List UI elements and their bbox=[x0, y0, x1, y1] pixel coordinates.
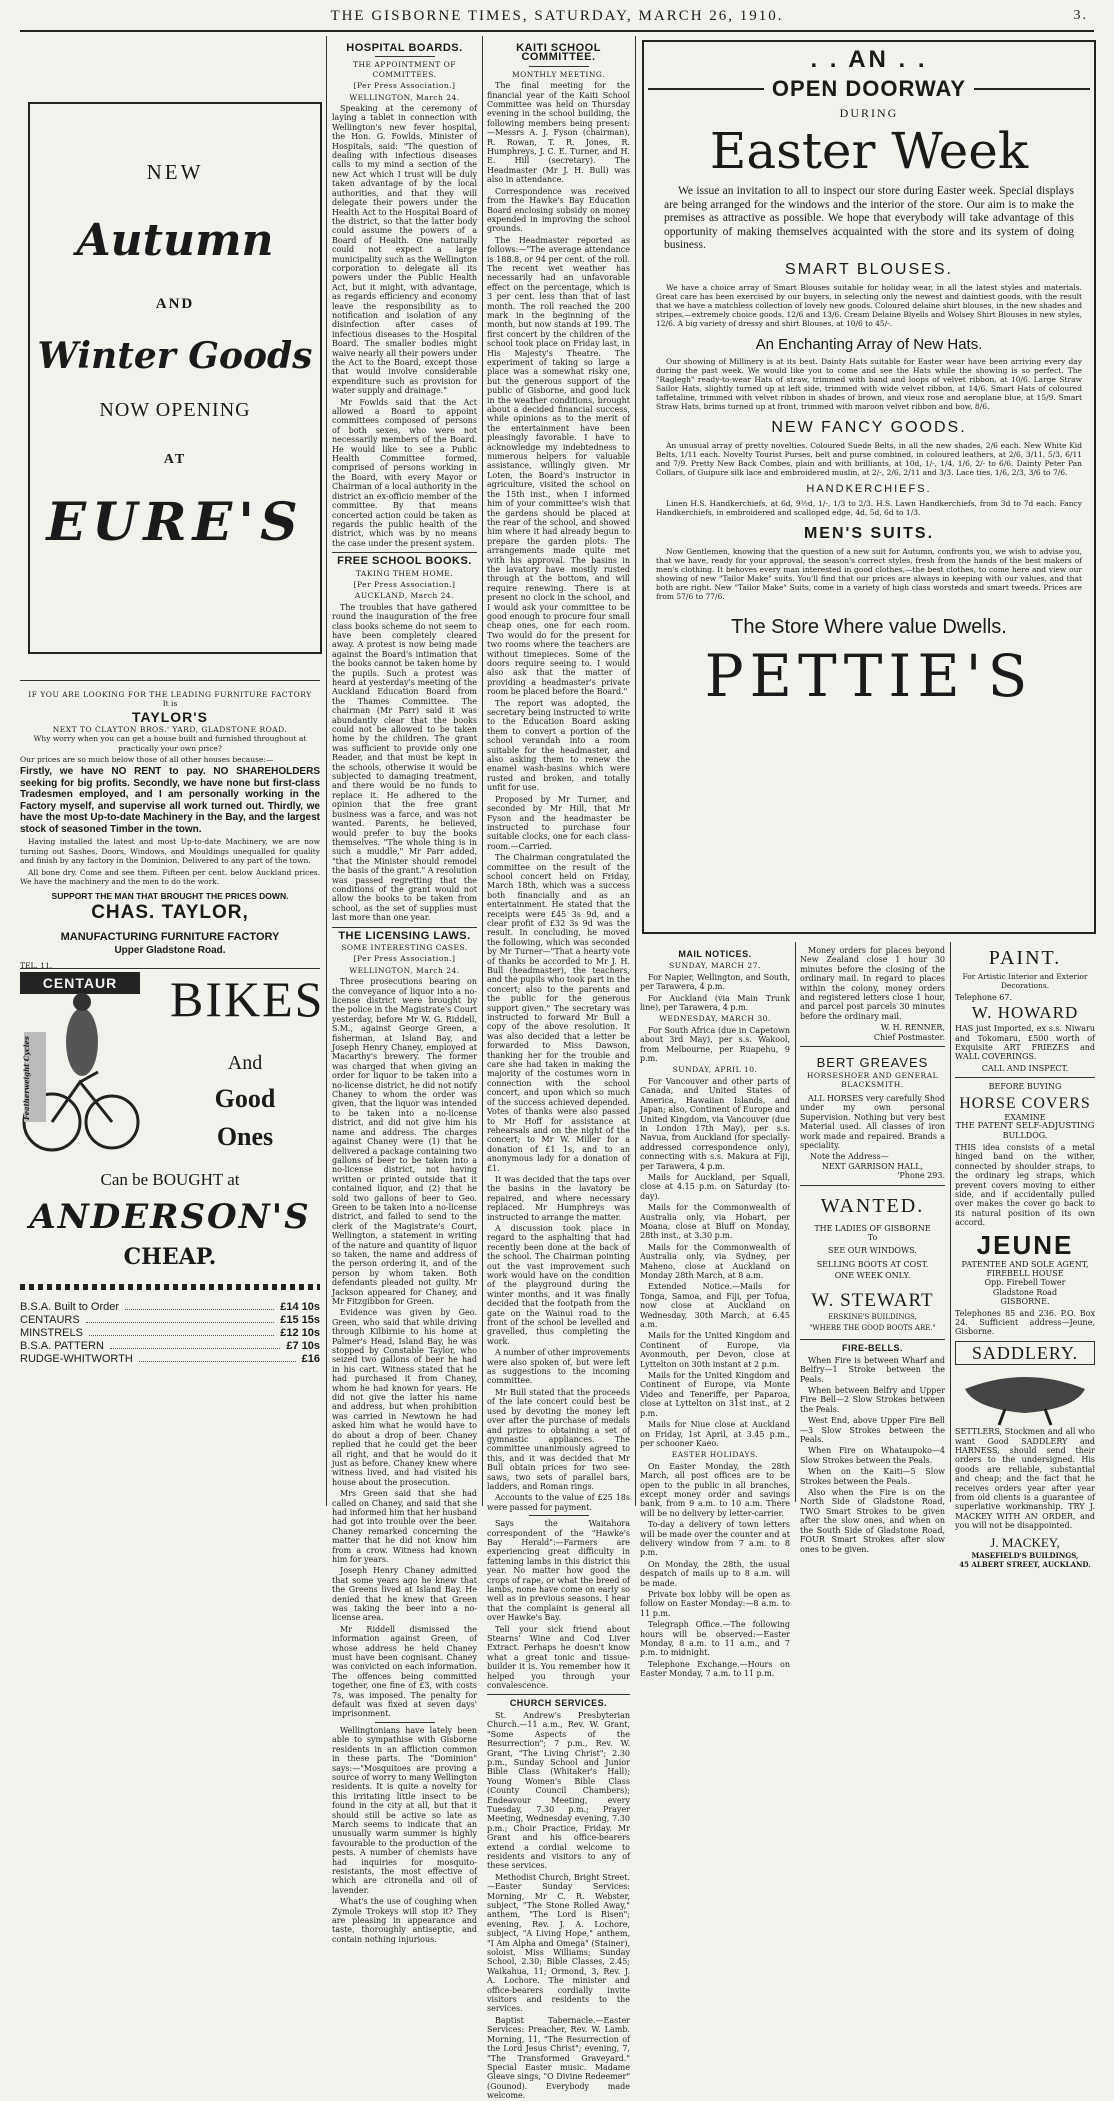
church-p3: Baptist Tabernacle.—Easter Services: Preacher, Rev. W. Lamb. Morning, 11, "The Resurrection of the Lord Jesus Christ"; evening, 7, "The Transformed Graveyard." Special Easter music. Madame Gleave sings, "O Divine Redeemer" (Gounod). Everybody made welcome. bbox=[487, 2015, 630, 2101]
jeune-patentee: PATENTEE AND SOLE AGENT, bbox=[961, 1259, 1089, 1269]
divider bbox=[800, 1046, 945, 1047]
centaur-illustration bbox=[20, 972, 140, 1162]
hospital-p1: Speaking at the ceremony of laying a tablet in connection with Wellington's new fever hospital, the Hon. G. Fowlds, Minister of Hospitals, said: "The question of dealing with infectious diseases calls to my mind a section of the new Act which I trust will be duly taken advantage of by the local authorities, and that they will delegate their powers under the Health Act to the Hospital Board of the district, so that the latter body could assume the powers of a Board of Health. One naturally could not expect a large municipality such as the Wellington corporation to delegate all its powers under the Public Health Act, but it might, with advantage, as regards efficiency and economy leave the responsibility as to notification and isolation of any disinfection after cases of infectious diseases to the Hospital Board. The smaller bodies might waive nearly all their powers under the Act to the Board, except those that would involve considerable expenditure such as provision for water supply and drainage." bbox=[332, 104, 477, 396]
divider bbox=[20, 968, 320, 969]
mackey-buildings: MASEFIELD'S BUILDINGS, bbox=[971, 1550, 1079, 1560]
suits-heading: MEN'S SUITS. bbox=[803, 524, 935, 542]
hospital-p2: Mr Fowlds said that the Act allowed a Board to appoint committees composed of persons of both sexes, who were not necessarily members of the Board. He would like to see a Public Health Committee formed, comprised of persons working in the Board, with every Mayor or Chairman of a local authority in the district an ex-officio member of the committee. By that means concerted action could be taken as regards the public health of the district, which was by no means the case under the present system. bbox=[332, 397, 477, 548]
price-row-price: £14 10s bbox=[280, 1301, 320, 1313]
taylor-name: TAYLOR'S bbox=[132, 708, 208, 725]
dash bbox=[375, 1722, 435, 1723]
dash bbox=[375, 56, 435, 57]
greaves-note: Note the Address— bbox=[810, 1152, 889, 1162]
schoolbooks-p1: The troubles that have gathered round the inauguration of the free class books scheme do not seem to have been completely cleared away. A protest is now being made against the Board's intimation that the books cannot be taken home by the pupils. Such a protest was heard at yesterday's meeting of the Auckland Education Board from the Thames Committee. The chairman (Mr Parr) said it was abundantly clear that the books could not be allowed to be taken home by the children. The grant was sufficient to provide only one Reader, and that must be kept in the schools, otherwise it would be subjected to damaging treatment, and there would be no funds to replace it. He adhered to the opinion that the free grant business was a farce, and was not wanted. Parents, he believed, would prefer to buy the books themselves. "The whole thing is in such a muddle," Mr Parr added, "that the Minister should remodel the basis of the grant." A resolution was passed regretting that the conditions of the grant would not allow the books to be taken from school, as the set of supplies must last more than one year. bbox=[332, 602, 477, 923]
price-row-leader bbox=[89, 1327, 274, 1336]
eures-at: AT bbox=[163, 452, 187, 467]
divider bbox=[800, 1339, 945, 1340]
hospital-sub: THE APPOINTMENT OF COMMITTEES. bbox=[352, 60, 457, 79]
hospital-title: HOSPITAL BOARDS. bbox=[346, 42, 463, 54]
firebells-p1: When Fire is between Wharf and Belfry—1 Stroke between the Peals. bbox=[800, 1355, 945, 1384]
price-row-name: B.S.A. PATTERN bbox=[20, 1340, 104, 1352]
rule-left bbox=[648, 88, 764, 90]
suits-text: Now Gentlemen, knowing that the question of a new suit for Autumn, confronts you, we wish to advise you, that we have, ready for your approval, the season's correct styles, fresh from the hands of the best makers of men's clothing. It behoves every man interested in good clothes,—the best clothes, to come here and view our showing of new "Tailor Make" suits. You'll find that our prices are always in keeping with our values, and that both are right. New "Tailor Make" Suits, come in a variety of high class worsteds and smart tweeds. Prices are from 57/6 to 77/6. bbox=[656, 546, 1082, 601]
taylor-body: Firstly, we have NO RENT to pay. NO SHAREHOLDERS seeking for big profits. Secondly, we have none but first-class Tradesmen employed, and I am personally working in the Factory myself, and supervise all work turned out. Thirdly, we have the most Up-to-date Machinery in the Bay, and the largest stock of seasoned Timber in the town. bbox=[20, 766, 320, 835]
rule-right bbox=[974, 88, 1090, 90]
mail-h1: On Easter Monday, the 28th March, all post offices are to be open to the public in all branches, except money order and savings bank, from 9 a.m. to 10 a.m. There will be no delivery by letter-carrier. bbox=[640, 1461, 790, 1518]
taylors-ad bbox=[20, 690, 320, 970]
divider bbox=[487, 1694, 630, 1695]
mail-h2: To-day a delivery of town letters will be made over the counter and at delivery window from 7 a.m. to 8 p.m. bbox=[640, 1520, 790, 1558]
licensing-p6: Wellingtonians have lately been able to sympathise with Gisborne residents in an affliction common in these parts. The "Dominion" says:—"Mosquitoes are proving a source of worry to many Wellington residents. It is quite a novelty for this irritating little insect to be found in the city at all, but that it should still be active so late as March seems to indicate that an unusually warm summer is highly favourable to the production of the pests. A number of chemists have had inquiries for mosquito-resistants, the most effective of which are citronella and oil of lavender. bbox=[332, 1725, 477, 1895]
church-title: CHURCH SERVICES. bbox=[509, 1698, 608, 1709]
price-row-leader bbox=[110, 1340, 280, 1349]
mail-m10: Mails for the United Kingdom and Continent of Europe, via Monte Video and Teneriffe, per Paparoa, close at Lyttelton on 31st inst., at 2 p.m. bbox=[640, 1371, 790, 1418]
taylor-it-is: It is bbox=[162, 699, 178, 709]
mail-date-1: SUNDAY, MARCH 27. bbox=[669, 961, 761, 971]
kaiti-p10: Mr Bull stated that the proceeds of the late concert could best be used by devoting the money left over after the purchase of medals and prizes to obtaining a set of gymnastic appliances. The committee unanimously agreed to this, and it was decided that Mr Bull obtain prices for two see-saws, two sets of parallel bars, ladders, and Roman rings. bbox=[487, 1387, 630, 1491]
jeune-before: BEFORE BUYING bbox=[988, 1082, 1062, 1092]
column-rule bbox=[635, 36, 636, 1506]
licensing-p7: What's the use of coughing when Zymole Trokeys will stop it? They are pleasing in appearance and taste, thoroughly antiseptic, and contain nothing injurious. bbox=[332, 1897, 477, 1944]
saddlery-body: SETTLERS, Stockmen and all who want Good SADDLERY and HARNESS, should send their orders to the undersigned. His goods are reliable, substantial and cheap; and the fact that he receives orders year after year from old clients is a guarantee of superlative workmanship. TRY J. MACKEY WITH AN ORDER, and you will not be disappointed. bbox=[955, 1427, 1095, 1531]
jeune-firebell: FIREBELL HOUSE bbox=[986, 1268, 1064, 1278]
column-6 bbox=[955, 946, 1095, 1570]
firebells-title: FIRE-BELLS. bbox=[842, 1343, 903, 1354]
mail-h4: Private box lobby will be open as follow on Easter Monday:—8 a.m. to 11 p.m. bbox=[640, 1590, 790, 1618]
column-rule bbox=[326, 36, 327, 1506]
bikes-and: And bbox=[227, 1052, 263, 1074]
divider bbox=[800, 1185, 945, 1186]
saddlery-title: SADDLERY. bbox=[955, 1341, 1095, 1365]
howard-tel: Telephone 67. bbox=[955, 992, 1012, 1002]
page-number: 3. bbox=[1073, 8, 1088, 23]
petties-easter-week: Easter Week bbox=[709, 122, 1029, 180]
mail-h5: Telegraph Office.—The following hours will be observed:—Easter Monday, 8 a.m. to 11 a.m., and 7 p.m. to midnight. bbox=[640, 1620, 790, 1658]
price-row bbox=[20, 1314, 320, 1326]
mail-date-3: SUNDAY, APRIL 10. bbox=[672, 1065, 758, 1075]
fancy-text: An unusual array of pretty novelties. Coloured Suede Belts, in all the new shades, 2/6 each. New White Kid Belts, 1/11 each. Novelty Tourist Purses, belt and purse combined, in coloured leathers, at 2/6, 3/11, 5/3, 6/11 and 7/9. Pretty New Back Combes, plain and with brilliants, at 10d, 1/-, 1/4, 1/6, 2/- to 6/6. Dainty Peter Pan Collars, of Guipure silk lace and embroidered muslin, at 2/-, 2/6, 2/11 and 3/3. Lace ties, 1/6, 2/3, 3/6 to 7/6. bbox=[656, 440, 1082, 477]
licensing-p4: Joseph Henry Chaney admitted that some years ago he knew that the Greens lived at Island Bay. He denied that he knew that Green was taking the beer into a no-license area. bbox=[332, 1566, 477, 1623]
masthead bbox=[20, 8, 1094, 32]
greaves-address: NEXT GARRISON HALL, bbox=[821, 1161, 924, 1171]
jeune-covers: HORSE COVERS bbox=[959, 1094, 1091, 1112]
hk-text: Linen H.S. Handkerchiefs, at 6d, 9½d, 1/-, 1/3 to 2/3. H.S. Lawn Handkerchiefs, from 3d to 7d each. Fancy Handkerchiefs, in embroidered and scalloped edge, 4d, 5d, 6d to 1/3. bbox=[656, 498, 1082, 517]
price-row-price: £7 10s bbox=[286, 1340, 320, 1352]
taylor-intro: IF YOU ARE LOOKING FOR THE LEADING FURNITURE FACTORY bbox=[28, 690, 312, 699]
price-row-price: £12 10s bbox=[280, 1327, 320, 1339]
bikes-title: BIKES bbox=[170, 971, 325, 1027]
licensing-p2: Evidence was given by Geo. Green, who said that while driving through Kilbirnie to his home at Palmer's Head, Island Bay, he was stopped by Constable Taylor, who seized two gallons of beer he had in his cart. Witness stated that he had purchased it from Chaney, whom he had known for years. He did not give the latter his name and address, but when prohibition was carried in Newtown he had asked him what he would have to do about a drop of beer. Chaney replied that he could get the beer all right, and that he would do it just as before. Chaney knew where witness lived, and had visited his house about the prosecution. bbox=[332, 1308, 477, 1487]
kaiti-p11: Accounts to the value of £25 18s were passed for payment. bbox=[487, 1493, 630, 1512]
bikes-good: Good bbox=[214, 1084, 276, 1113]
petties-during: DURING bbox=[839, 106, 899, 120]
petties-name: PETTIE'S bbox=[704, 641, 1034, 710]
price-row bbox=[20, 1327, 320, 1339]
licensing-sub: SOME INTERESTING CASES. bbox=[341, 942, 468, 952]
mail-m5: Mails for Auckland, per Squall, close at 4.15 p.m. on Saturday (to-day). bbox=[640, 1172, 790, 1201]
stewart-name: W. STEWART bbox=[811, 1289, 934, 1311]
dash bbox=[529, 1515, 589, 1516]
taylor-tel: TEL. 11. bbox=[20, 960, 53, 970]
bikes-bought: Can be BOUGHT at bbox=[100, 1170, 240, 1189]
anderson-name: ANDERSON'S bbox=[29, 1197, 311, 1237]
paint-title: PAINT. bbox=[988, 947, 1062, 969]
petties-an: . . AN . . bbox=[810, 46, 928, 73]
hk-heading: HANDKERCHIEFS. bbox=[806, 482, 932, 495]
schoolbooks-sub: TAKING THEM HOME. bbox=[355, 568, 454, 578]
dash bbox=[529, 66, 589, 67]
mail-date-2: WEDNESDAY, MARCH 30. bbox=[659, 1014, 771, 1024]
doorway-row bbox=[648, 76, 1090, 102]
taylor-below: Our prices are so much below those of all other houses because:— bbox=[20, 755, 274, 765]
schoolbooks-place: AUCKLAND, March 24. bbox=[354, 591, 455, 601]
stewart-buildings: ERSKINE'S BUILDINGS, bbox=[828, 1312, 917, 1321]
column-2 bbox=[332, 40, 477, 1944]
mail-m8: Extended Notice.—Mails for Tonga, Samoa, and Fiji, per Tofua, now close at Auckland on Wednesday, 30th March, at 6.45 a.m. bbox=[640, 1282, 790, 1330]
eures-autumn: Autumn bbox=[76, 215, 274, 266]
mackey-address: 45 ALBERT STREET, AUCKLAND. bbox=[959, 1560, 1091, 1570]
taylor-road: Upper Gladstone Road. bbox=[114, 944, 226, 956]
mail-holidays: EASTER HOLIDAYS. bbox=[671, 1450, 759, 1460]
column-5 bbox=[800, 946, 945, 1554]
kaiti-p3: The Headmaster reported as follows:—"The average attendance is 188.8, or 94 per cent. of the roll. The recent wet weather has necessarily had an unfavorable effect on the percentage, which is 3 per cent. less than that of last month. The roll reached the 200 mark in the beginning of the month, but now stands at 199. The first concert by the children of the school took place on Friday last, in His Majesty's Theatre. The experiment of taking so large a place was a somewhat risky one, but the generous support of the public of Gisborne, and good luck in the weather conditions, brought about a decided financial success, while opinions as to the merit of the entertainment have been pleasingly favorable. I have to acknowledge my indebtedness to numerous helpers for valuable assistance, willingly given. Mr Loten, the Board's instructor in agriculture, visited the school on the 15th inst., when I informed him of your committee's wish that the gardens should be placed at the rear of the school, and showed him where it had already begun to prepare the garden plots. The arrangements made quite met with his approval. The basins in the lavatory have mostly rusted through at the bottom, and will require renewing. There is at present no clock in the school, and I would ask your committee to be good enough to procure four small cheap ones, one for each room. Two would do for the present for two rooms where the teachers are without timepieces. Some of the doors require seeing to. I would also ask that the matter of providing a headmaster's private room be placed before the Board." bbox=[487, 235, 630, 697]
kaiti-p1: The final meeting for the financial year of the Kaiti School Committee was held on Thursday evening in the school building, the following members being present:—Messrs A. J. Fyson (chairman), R. Rowan, T. R. Jones, R. Humphreys, J. C. E. Turner, and H. E. Hill (secretary). The Headmaster (Mr J. H. Bull) was also in attendance. bbox=[487, 81, 630, 185]
kaiti-p12: Says the Waitahora correspondent of the "Hawke's Bay Herald":—Farmers are experiencing great difficulty in fattening lambs in this district this year. No matter how good the crops of rape, or what the breed of lambs, none have come on early so well as in previous seasons. I hear that the complaint is general all over Hawke's Bay. bbox=[487, 1519, 630, 1623]
greaves-body: ALL HORSES very carefully Shod under my own personal Supervision. Nothing but very best Material used. All classes of iron work made and repaired. Brands a speciality. bbox=[800, 1093, 945, 1150]
mail-m3: For South Africa (due in Capetown about 3rd May), per s.s. Wakool, from Melbourne, per Ruapehu, 9 p.m. bbox=[640, 1025, 790, 1064]
licensing-assoc: [Per Press Association.] bbox=[353, 954, 456, 964]
wanted-title: WANTED. bbox=[820, 1194, 925, 1217]
church-p2: Methodist Church, Bright Street.—Easter Sunday Services: Morning, Mr C. R. Webster, subject, "The Stone Rolled Away," anthem, "The Lord is Risen"; evening, Rev. J. A. Lochore, subject, "A Living Hope," anthem, "I Am Alpha and Omega" (Stainer), soloist, Miss Williams; Sunday School, 2.30; Bible Classes, 2.45; Waikahua, 11; Ormond, 3, Rev. J. A. Lochore. The minister and office-bearers cordially invite visitors and residents to the services. bbox=[487, 1872, 630, 2014]
taylor-location: NEXT TO CLAYTON BROS.' YARD, GLADSTONE ROAD. bbox=[52, 724, 288, 734]
price-row-name: B.S.A. Built to Order bbox=[20, 1301, 120, 1313]
divider bbox=[20, 680, 320, 681]
kaiti-p5: Proposed by Mr Turner, and seconded by Mr Hill, that Mr Fyson and the headmaster be instructed to purchase four suitable clocks, one for each class-room.—Carried. bbox=[487, 794, 630, 851]
petties-ad bbox=[642, 40, 1096, 934]
mail-m9: Mails for the United Kingdom and Continent of Europe, via Avonmouth, per Devon, close at Lyttelton on 30th instant at 2 p.m. bbox=[640, 1331, 790, 1369]
blouses-heading: SMART BLOUSES. bbox=[785, 260, 953, 278]
masthead-title: THE GISBORNE TIMES, SATURDAY, MARCH 26, 1910. bbox=[330, 8, 784, 24]
column-rule bbox=[950, 942, 951, 1502]
licensing-p5: Mr Riddell dismissed the information against Green, of whose address he held Chaney must have been cognisant. Chaney was convicted on each information. The offences being committed together, one fine of £3, with costs 7s, was imposed. The penalty for default was fixed at seven days' imprisonment. bbox=[332, 1624, 477, 1719]
divider bbox=[332, 927, 477, 928]
taylor-chas: CHAS. TAYLOR, bbox=[91, 901, 249, 923]
licensing-p3: Mrs Green said that she had called on Chaney, and said that she had informed him that her husband had got into trouble over the beer. Chaney remarked concerning the matter that he did not know him from a crow. Witness had known him for years. bbox=[332, 1489, 477, 1564]
firebells-p4: When Fire on Whataupoko—4 Slow Strokes between the Peals. bbox=[800, 1446, 945, 1465]
mail-m6: Mails for the Commonwealth of Australia only, via Hobart, per Moana, close at Bluff on Monday, 28th inst., at 3.30 p.m. bbox=[640, 1203, 790, 1241]
schoolbooks-assoc: [Per Press Association.] bbox=[353, 579, 456, 589]
howard-call: CALL AND INSPECT. bbox=[981, 1063, 1069, 1073]
eures-and: AND bbox=[155, 296, 195, 312]
firebells-p6: Also when the Fire is on the North Side of Gladstone Road, TWO Smart Strokes to be given after the slow ones, and when on the South Side of Gladstone Road, FOUR Smart Strokes after slow ones to be given. bbox=[800, 1488, 945, 1554]
jeune-body: THIS idea consists of a metal hinged band on the wither, connected by shoulder straps, to the ordinary leg straps, which prevent covers moving to either side, and if accidentally pulled over makes the cover go back to its natural position of its own accord. bbox=[955, 1142, 1095, 1228]
mail-sig: W. H. RENNER, bbox=[880, 1023, 945, 1033]
eures-now-opening: NOW OPENING bbox=[99, 399, 251, 421]
fancy-heading: NEW FANCY GOODS. bbox=[771, 418, 967, 436]
jeune-gisborne: GISBORNE. bbox=[1000, 1297, 1050, 1307]
paint-for: For Artistic Interior and Exterior Decorations. bbox=[962, 972, 1088, 991]
mail-h6: Telephone Exchange.—Hours on Easter Monday, 7 a.m. to 11 p.m. bbox=[640, 1659, 790, 1679]
anderson-cheap: CHEAP. bbox=[123, 1244, 217, 1270]
price-row-name: RUDGE-WHITWORTH bbox=[20, 1353, 133, 1365]
jeune-opp: Opp. Firebell Tower bbox=[984, 1278, 1066, 1288]
wanted-l1: THE LADIES OF GISBORNE bbox=[814, 1223, 931, 1233]
taylor-mfg: MANUFACTURING FURNITURE FACTORY bbox=[60, 930, 280, 943]
kaiti-p13: Tell your sick friend about Stearns' Wine and Cod Liver Extract. Perhaps he doesn't know what a great tonic and tissue-builder it is. You remember how it helped you through your convalescence. bbox=[487, 1624, 630, 1691]
ornament-rule bbox=[20, 1284, 320, 1290]
cycles-label: Featherweight Cycles bbox=[22, 1036, 31, 1120]
price-row-price: £16 bbox=[301, 1353, 320, 1365]
wanted-l4: SELLING BOOTS AT COST. bbox=[816, 1259, 929, 1269]
greaves-name: BERT GREAVES bbox=[816, 1055, 929, 1071]
kaiti-p8: A discussion took place in regard to the asphalting that had recently been done at the back of the school. The Chairman pointing out the vast improvement such work would have on the condition of the playground during the winter months, and it was finally decided that the footpath from the gate on the Wainui road to the front of the school be levelled and gravelled, thus completing the work. bbox=[487, 1223, 630, 1346]
wanted-l3: SEE OUR WINDOWS. bbox=[828, 1246, 917, 1256]
jeune-road: Gladstone Road bbox=[992, 1287, 1058, 1297]
mail-m1: For Napier, Wellington, and South, per Tarawera, 4 p.m. bbox=[640, 972, 790, 992]
eures-ad bbox=[28, 102, 322, 654]
mail-h7: Money orders for places beyond New Zealand close 1 hour 30 minutes before the closing of the ordinary mail. In regard to places within the colony, money orders and registered letters close 1 hour, and parcel post parcels 30 minutes before the ordinary mail. bbox=[800, 946, 945, 1021]
centaur-label: CENTAUR bbox=[42, 975, 118, 991]
licensing-title: THE LICENSING LAWS. bbox=[338, 929, 471, 942]
blouses-text: We have a choice array of Smart Blouses suitable for holiday wear, in all the latest styles and materials. Great care has been exercised by our buyers, in selecting only the newest and daintiest goods, with the result that we have a matchless collection of lovely new goods. Coloured delaine shirt blouses, in the new shades and stripes,—extremely choice goods, 12/6 and 13/6. Cream Delaine Blyells and Wolsey Shirt Blouses in new styles, 12/6. A big variety of dressy and shirt Blouses, at 10/6 to 45/-. bbox=[656, 282, 1082, 328]
price-row-name: MINSTRELS bbox=[20, 1327, 83, 1339]
saddle-icon bbox=[955, 1369, 1095, 1425]
church-p1: St. Andrew's Presbyterian Church.—11 a.m., Rev. W. Grant, "Some Aspects of the Resurrection"; 7 p.m., Rev. W. Grant, "The Living Christ"; 2.30 p.m., Sunday School and Junior Bible Class (Whitaker's Hall); Young Women's Bible Class (County Council Chambers); Endeavour Meeting, every Tuesday, 7.30 p.m.; Prayer Meeting, Wednesday evening, 7.30 p.m.; Choir Practice, Friday. Mr Grant and his office-bearers extend a cordial welcome to residents and visitors to any of these services. bbox=[487, 1710, 630, 1871]
mail-notices bbox=[640, 946, 790, 1679]
taylor-why: Why worry when you can get a house built and furnished throughout at practically your own price? bbox=[33, 734, 307, 753]
mail-h3: On Monday, the 28th, the usual despatch of mails up to 8 a.m. will be made. bbox=[640, 1559, 790, 1588]
stewart-slogan: "WHERE THE GOOD BOOTS ARE." bbox=[809, 1323, 936, 1332]
price-row bbox=[20, 1353, 320, 1365]
jeune-tel: Telephones 85 and 236. P.O. Box 24. Sufficient address—Jeune, Gisborne. bbox=[955, 1308, 1095, 1337]
kaiti-p6: The Chairman congratulated the committee on the result of the school concert held on Friday, March 18th, which was a success both financially and as an entertainment. He stated that the receipts were £45 3s 9d, and a clear profit of £32 3s 9d was the result. In concluding, he moved the following, which was seconded by Mr Turner—"That a hearty vote of thanks be accorded to Mr J. H. Bull (headmaster), the teachers, and the pupils who took part in the concert; also to the parents and the public for the generous support given." The secretary was instructed to forward Mr Bull a copy of the above resolution. It was also decided that a letter be forwarded to Miss Dawson, thanking her for the trouble and care she had taken in making the majority of the costumes worn in connection with the school concert, and upon which so much of the success achieved depended. Votes of thanks were also passed to Mr Hoff for assistance at rehearsals and on the night of the concert; to Mr W. Miller for a donation of £1 1s, and to an anonymous lady for a donation of £1. bbox=[487, 853, 630, 1173]
hats-text: Our showing of Millinery is at its best. Dainty Hats suitable for Easter wear have been arriving every day during the past week. We would like you to come and see the Hats while the showing is so perfect. The "Raglegh" ready-to-wear Hats of straw, trimmed with band and loops of velvet ribbon, at 10/6. Large Straw Sailor Hats, slightly turned up at left side, trimmed with wide velvet ribbon, at 14/6. Smart Hats of coloured taffetaline, trimmed with velvet ribbon in shades of brown, and vieux rose and aeroplane blue, at 15/9. Smart Straw Hats, brims turned up at front, trimmed with maroon velvet ribbon and bow, 8/6. bbox=[656, 356, 1082, 411]
price-row-name: CENTAURS bbox=[20, 1314, 80, 1326]
petties-invite: We issue an invitation to all to inspect our store during Easter week. Special displays are being arranged for the windows and the interior of the store. Our aim is to make the premises as attractive as possible. We hope that everybody will take advantage of this opportunity of making themselves acquainted with the store and its system of doing business. bbox=[664, 185, 1074, 251]
eures-winter-goods: Winter Goods bbox=[37, 335, 313, 377]
mail-m11: Mails for Niue close at Auckland on Friday, 1st April, at 3.45 p.m., per schooner Kaeo. bbox=[640, 1420, 790, 1448]
mail-m7: Mails for the Commonwealth of Australia only, via Sydney, per Maheno, close at Auckland on Monday 28th March, at 8 a.m. bbox=[640, 1242, 790, 1280]
divider bbox=[332, 552, 477, 553]
hats-heading: An Enchanting Array of New Hats. bbox=[755, 335, 983, 353]
howard-body: HAS just Imported, ex s.s. Niwaru and Tokomaru, £500 worth of Exquisite ART FRIEZES and WALL COVERINGS. bbox=[955, 1024, 1095, 1062]
jeune-examine: EXAMINE bbox=[1004, 1112, 1046, 1122]
price-row bbox=[20, 1301, 320, 1313]
column-3 bbox=[487, 40, 630, 2101]
licensing-place: WELLINGTON, March 24. bbox=[349, 965, 460, 975]
bike-price-list bbox=[20, 1300, 320, 1366]
bikes-ones: Ones bbox=[216, 1122, 274, 1151]
greaves-phone: 'Phone 293. bbox=[897, 1171, 945, 1181]
kaiti-p2: Correspondence was received from the Hawke's Bay Education Board enclosing subsidy on money expended in improving the school grounds. bbox=[487, 186, 630, 234]
column-rule bbox=[795, 942, 796, 1502]
mail-m2: For Auckland (via Main Trunk line), per Tarawera, 4 p.m. bbox=[640, 993, 790, 1013]
taylor-support: SUPPORT THE MAN THAT BROUGHT THE PRICES DOWN. bbox=[51, 891, 289, 902]
price-row-leader bbox=[86, 1314, 275, 1323]
price-row-leader bbox=[125, 1301, 274, 1310]
firebells-p5: When on the Kaiti—5 Slow Strokes between the Peals. bbox=[800, 1467, 945, 1486]
firebells-p3: West End, above Upper Fire Bell—3 Slow Strokes between the Peals. bbox=[800, 1416, 945, 1445]
mail-m4: For Vancouver and other parts of Canada, and United States of America, Hawaiian Islands, and Japan; also, Continent of Europe and United Kingdom, via Vancouver (due in London 17th May), per s.s. Navua, from Auckland (for specially-addressed correspondence only), connecting with s.s. Makura at Fiji, per Tarawera, 4 p.m. bbox=[640, 1076, 790, 1171]
jeune-bulldog: BULLDOG. bbox=[1002, 1131, 1048, 1141]
petties-store-slogan: The Store Where value Dwells. bbox=[731, 615, 1007, 638]
howard-name: W. HOWARD bbox=[971, 1003, 1079, 1023]
mail-sig-title: Chief Postmaster. bbox=[873, 1032, 945, 1042]
divider bbox=[955, 1077, 1095, 1078]
kaiti-p4: The report was adopted, the secretary being instructed to write to the Education Board asking them to convert a portion of the school verandah into a room suitable for the headmaster, and also asking them to renew the enamel wash-basins which were rusted and broken, and totally unfit for use. bbox=[487, 698, 630, 793]
firebells-p2: When between Belfry and Upper Fire Bell—2 Slow Strokes between the Peals. bbox=[800, 1386, 945, 1414]
mackey-name: J. MACKEY, bbox=[990, 1534, 1060, 1550]
column-rule bbox=[482, 36, 483, 1506]
petties-doorway: OPEN DOORWAY bbox=[771, 76, 967, 101]
kaiti-sub: MONTHLY MEETING. bbox=[511, 69, 606, 79]
jeune-name: JEUNE bbox=[976, 1229, 1074, 1260]
price-row bbox=[20, 1340, 320, 1352]
taylor-come: All bone dry. Come and see them. Fifteen per cent. below Auckland prices. We have the machinery and the men to do the work. bbox=[20, 867, 320, 887]
hospital-assoc: [Per Press Association.] bbox=[353, 81, 456, 91]
kaiti-p7: It was decided that the taps over the basins in the lavatory be repaired, and where necessary replaced. Mr Humphreys was instructed to arrange the matter. bbox=[487, 1174, 630, 1222]
bikes-ad bbox=[20, 971, 325, 1502]
kaiti-p9: A number of other improvements were also spoken of, but were left as suggestions to the incoming committee. bbox=[487, 1348, 630, 1386]
schoolbooks-title: FREE SCHOOL BOOKS. bbox=[337, 555, 472, 568]
price-row-leader bbox=[139, 1353, 296, 1362]
jeune-patent: THE PATENT SELF-ADJUSTING bbox=[955, 1121, 1095, 1132]
mail-title: MAIL NOTICES. bbox=[678, 949, 752, 959]
taylor-install: Having installed the latest and most Up-to-date Machinery, we are now turning out Sashes, Doors, Windows, and Mouldings unequalled for quality and finish by any factory in the Dominion. Delivered to any part of the town. bbox=[20, 837, 320, 866]
greaves-trade: HORSESHOER AND GENERAL BLACKSMITH. bbox=[806, 1071, 939, 1090]
wanted-l2: To bbox=[867, 1232, 878, 1242]
hospital-place: WELLINGTON, March 24. bbox=[349, 92, 460, 102]
wanted-l5: ONE WEEK ONLY. bbox=[834, 1271, 911, 1281]
licensing-p1: Three prosecutions bearing on the conveyance of liquor into a no-license district were brought by the police in the Magistrate's Court yesterday, before Mr W. G. Riddell, S.M., against George Green, a fisherman, at Island Bay, and Joseph Henry Chaney, employed at Macarthy's brewery. The former was charged that when giving an order for liquor to be taken into a no-license district, he did not notify Chaney to whom the order was given, that the liquor was intended to be taken into a no-license district, and did not give him his name and address. The charges against Chaney were (1) that he delivered a package containing two gallons of beer to be taken into a no-license district, not having written or printed outside that it contained liquor, and (2) that he sold two gallons of beer to Geo. Green to be taken into a no-license district, and failed to send to the clerk of the Magistrate's Court, Wellington, a statement in writing of the nature and quantity of liquor so taken, the name and address of the person ordering it, and of the person by whom taken. Both defendants pleaded not guilty. Mr Jackson appeared for Chaney, and Mr Fitzgibbon for Green. bbox=[332, 977, 477, 1306]
eures-new: NEW bbox=[146, 160, 204, 184]
price-row-price: £15 15s bbox=[280, 1314, 320, 1326]
kaiti-title: KAITI SCHOOL COMMITTEE. bbox=[516, 42, 601, 64]
eures-name: EURE'S bbox=[46, 492, 304, 553]
